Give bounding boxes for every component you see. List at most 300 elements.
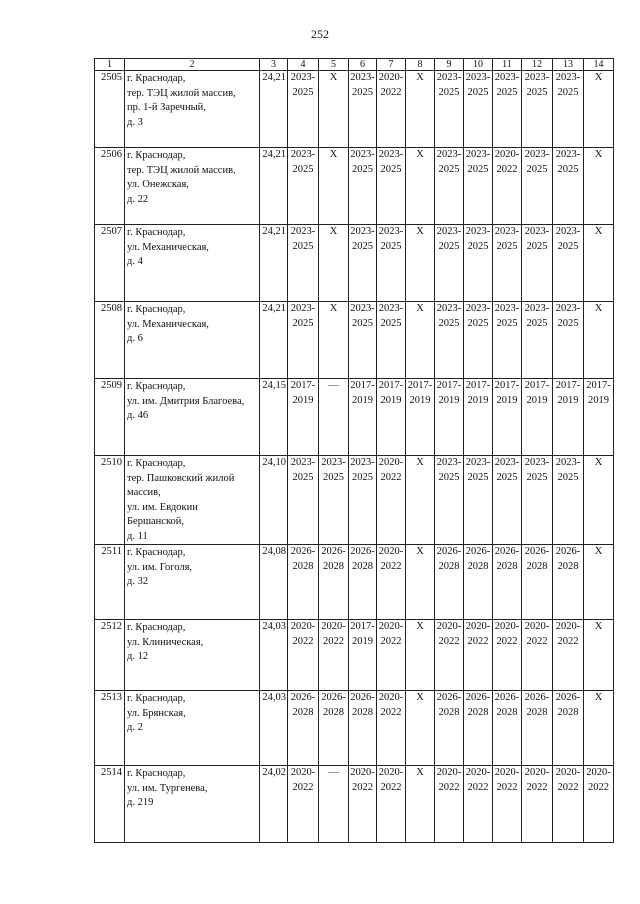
period-line: 2019 xyxy=(526,394,548,406)
period-cell xyxy=(288,379,319,456)
address-line: ул. Клиническая, xyxy=(127,636,204,648)
address-cell xyxy=(125,456,260,545)
not-applicable-mark: Х xyxy=(329,226,338,237)
table-row xyxy=(95,379,614,456)
period-cell xyxy=(288,302,319,379)
period-line: 2026- xyxy=(494,546,520,557)
period-line: 2023- xyxy=(524,226,550,237)
period-line: 2023- xyxy=(436,149,462,160)
not-applicable-mark: Х xyxy=(594,226,603,237)
not-applicable-mark: Х xyxy=(416,226,424,237)
address-line: д. 3 xyxy=(127,116,143,128)
table-body xyxy=(95,59,614,843)
period-cell xyxy=(493,456,522,545)
period-cell xyxy=(377,302,406,379)
period-cell xyxy=(377,456,406,545)
period-line: 2022 xyxy=(380,560,402,572)
row-number: 2508 xyxy=(95,302,125,379)
period-cell xyxy=(553,148,584,225)
value-cell: 24,21 xyxy=(260,71,288,148)
period-line: 2028 xyxy=(526,706,548,718)
period-line: 2019 xyxy=(380,394,402,406)
value-cell: 24,08 xyxy=(260,545,288,620)
period-cell xyxy=(349,302,377,379)
address-line: ул. Онежская, xyxy=(127,179,189,190)
register-table xyxy=(94,58,614,843)
address-line: ул. им. Дмитрия Благоева, xyxy=(127,395,245,407)
period-line: 2022 xyxy=(380,86,402,98)
period-cell xyxy=(288,456,319,545)
period-cell xyxy=(522,545,553,620)
period-cell xyxy=(464,766,493,843)
period-line: 2026- xyxy=(321,546,346,557)
period-cell xyxy=(349,766,377,843)
period-line: 2023- xyxy=(494,303,520,314)
address-cell xyxy=(125,620,260,691)
period-line: 2023- xyxy=(378,149,404,160)
address-line: г. Краснодар, xyxy=(127,73,186,84)
period-cell xyxy=(349,379,377,456)
period-cell xyxy=(349,225,377,302)
not-applicable-mark: Х xyxy=(416,767,424,778)
period-line: 2025 xyxy=(380,240,402,252)
period-line: 2022 xyxy=(380,471,402,483)
value-cell: 24,10 xyxy=(260,456,288,545)
period-line: 2023- xyxy=(321,457,346,468)
period-cell xyxy=(377,545,406,620)
row-number: 2506 xyxy=(95,148,125,225)
period-cell xyxy=(522,225,553,302)
period-line: 2017- xyxy=(586,380,611,391)
dash-mark: — xyxy=(328,767,339,778)
period-line: 2023- xyxy=(436,72,462,83)
period-line: 2022 xyxy=(438,781,460,793)
period-line: 2020- xyxy=(321,621,346,632)
address-line: Бершанской, xyxy=(127,516,185,527)
period-line: 2025 xyxy=(526,240,548,252)
period-line: 2028 xyxy=(438,560,460,572)
address-line: пр. 1-й Заречный, xyxy=(127,102,206,113)
period-line: 2025 xyxy=(467,240,489,252)
period-line: 2020- xyxy=(465,767,491,778)
period-cell xyxy=(406,225,435,302)
period-line: 2026- xyxy=(465,546,491,557)
column-header: 5 xyxy=(319,59,349,71)
period-line: 2025 xyxy=(496,471,518,483)
period-line: 2022 xyxy=(496,781,518,793)
period-line: 2028 xyxy=(352,706,373,718)
period-line: 2025 xyxy=(496,240,518,252)
period-line: 2028 xyxy=(438,706,460,718)
period-line: 2025 xyxy=(323,471,344,483)
period-cell xyxy=(288,71,319,148)
not-applicable-mark: Х xyxy=(594,621,603,632)
period-cell xyxy=(288,545,319,620)
period-line: 2017- xyxy=(494,380,520,391)
period-line: 2022 xyxy=(557,635,579,647)
period-line: 2025 xyxy=(467,317,489,329)
period-line: 2020- xyxy=(378,457,404,468)
period-line: 2025 xyxy=(438,86,460,98)
period-line: 2025 xyxy=(438,163,460,175)
period-line: 2020- xyxy=(378,546,404,557)
period-line: 2026- xyxy=(321,692,346,703)
address-cell xyxy=(125,545,260,620)
address-line: г. Краснодар, xyxy=(127,622,186,633)
period-cell xyxy=(377,148,406,225)
period-line: 2022 xyxy=(380,635,402,647)
period-line: 2023- xyxy=(350,149,375,160)
period-line: 2020- xyxy=(436,767,462,778)
period-line: 2028 xyxy=(557,706,579,718)
column-header: 13 xyxy=(553,59,584,71)
period-cell xyxy=(349,691,377,766)
period-line: 2017- xyxy=(350,621,375,632)
period-line: 2025 xyxy=(352,471,373,483)
period-line: 2025 xyxy=(352,86,373,98)
table-row xyxy=(95,620,614,691)
period-cell xyxy=(406,456,435,545)
period-line: 2022 xyxy=(323,635,344,647)
period-line: 2026- xyxy=(436,692,462,703)
period-cell xyxy=(464,379,493,456)
period-cell xyxy=(406,148,435,225)
period-cell xyxy=(553,691,584,766)
period-cell xyxy=(288,620,319,691)
period-line: 2025 xyxy=(292,471,314,483)
period-line: 2025 xyxy=(438,240,460,252)
period-line: 2019 xyxy=(438,394,460,406)
period-cell xyxy=(464,545,493,620)
value-cell: 24,21 xyxy=(260,148,288,225)
period-cell xyxy=(522,691,553,766)
period-cell xyxy=(493,379,522,456)
period-cell xyxy=(584,148,614,225)
not-applicable-mark: Х xyxy=(416,457,424,468)
address-line: тер. ТЭЦ жилой массив, xyxy=(127,87,236,99)
period-cell xyxy=(464,71,493,148)
period-line: 2023- xyxy=(436,457,462,468)
period-cell xyxy=(464,620,493,691)
period-line: 2022 xyxy=(438,635,460,647)
period-cell xyxy=(553,456,584,545)
address-cell xyxy=(125,225,260,302)
period-cell xyxy=(435,456,464,545)
not-applicable-mark: Х xyxy=(416,303,424,314)
period-line: 2017- xyxy=(436,380,462,391)
period-line: 2022 xyxy=(496,635,518,647)
period-cell xyxy=(377,379,406,456)
period-line: 2025 xyxy=(292,86,314,98)
period-line: 2023- xyxy=(350,72,375,83)
address-line: массив, xyxy=(127,487,161,498)
address-line: д. 11 xyxy=(127,530,148,542)
period-line: 2020- xyxy=(524,621,550,632)
address-line: г. Краснодар, xyxy=(127,304,186,315)
address-line: д. 22 xyxy=(127,193,149,205)
period-line: 2025 xyxy=(557,240,579,252)
period-line: 2023- xyxy=(465,72,491,83)
period-line: 2025 xyxy=(557,471,579,483)
column-header: 14 xyxy=(584,59,614,71)
period-cell xyxy=(584,71,614,148)
period-cell xyxy=(406,379,435,456)
period-cell xyxy=(584,225,614,302)
period-line: 2025 xyxy=(467,471,489,483)
period-cell xyxy=(288,148,319,225)
address-line: ул. им. Евдокии xyxy=(127,501,198,513)
period-line: 2025 xyxy=(526,163,548,175)
period-line: 2026- xyxy=(494,692,520,703)
period-line: 2020- xyxy=(378,692,404,703)
period-line: 2026- xyxy=(350,546,375,557)
row-number: 2509 xyxy=(95,379,125,456)
period-cell xyxy=(464,148,493,225)
period-cell xyxy=(377,225,406,302)
period-line: 2028 xyxy=(292,706,314,718)
period-line: 2022 xyxy=(380,706,402,718)
not-applicable-mark: Х xyxy=(594,72,603,83)
period-line: 2020- xyxy=(290,621,316,632)
period-line: 2020- xyxy=(555,621,581,632)
period-cell xyxy=(464,691,493,766)
address-line: д. 4 xyxy=(127,256,143,267)
period-cell xyxy=(319,71,349,148)
period-line: 2022 xyxy=(352,781,373,793)
period-line: 2025 xyxy=(380,163,402,175)
period-cell xyxy=(522,456,553,545)
period-line: 2020- xyxy=(290,767,316,778)
period-line: 2025 xyxy=(496,317,518,329)
period-cell xyxy=(319,545,349,620)
period-line: 2022 xyxy=(380,781,402,793)
period-line: 2020- xyxy=(436,621,462,632)
period-cell xyxy=(493,225,522,302)
period-line: 2020- xyxy=(555,767,581,778)
period-cell xyxy=(584,691,614,766)
period-line: 2023- xyxy=(290,226,316,237)
address-line: ул. им. Тургенева, xyxy=(127,782,208,794)
period-line: 2023- xyxy=(290,303,316,314)
table-row xyxy=(95,691,614,766)
address-line: г. Краснодар, xyxy=(127,768,186,779)
period-line: 2025 xyxy=(352,163,373,175)
period-cell xyxy=(493,620,522,691)
period-cell xyxy=(435,71,464,148)
period-cell xyxy=(435,545,464,620)
not-applicable-mark: Х xyxy=(594,546,603,557)
period-line: 2020- xyxy=(494,621,520,632)
page-number: 252 xyxy=(311,27,329,41)
address-line: г. Краснодар, xyxy=(127,227,186,238)
address-cell xyxy=(125,691,260,766)
period-line: 2020- xyxy=(524,767,550,778)
table-row xyxy=(95,766,614,843)
period-line: 2025 xyxy=(526,471,548,483)
period-cell xyxy=(553,545,584,620)
not-applicable-mark: Х xyxy=(329,303,338,314)
address-line: д. 46 xyxy=(127,410,149,421)
period-cell xyxy=(406,691,435,766)
period-cell xyxy=(406,302,435,379)
table-row xyxy=(95,456,614,545)
row-number: 2511 xyxy=(95,545,125,620)
period-cell xyxy=(406,71,435,148)
period-line: 2023- xyxy=(524,303,550,314)
table-row xyxy=(95,225,614,302)
period-cell xyxy=(435,302,464,379)
period-line: 2019 xyxy=(496,394,518,406)
period-line: 2020- xyxy=(494,149,520,160)
period-cell xyxy=(522,71,553,148)
period-line: 2023- xyxy=(555,303,581,314)
column-header: 12 xyxy=(522,59,553,71)
value-cell: 24,21 xyxy=(260,302,288,379)
period-line: 2026- xyxy=(290,692,316,703)
period-line: 2022 xyxy=(526,781,548,793)
column-header: 2 xyxy=(125,59,260,71)
period-cell xyxy=(406,545,435,620)
not-applicable-mark: Х xyxy=(416,546,424,557)
row-number: 2510 xyxy=(95,456,125,545)
period-cell xyxy=(553,302,584,379)
period-cell xyxy=(349,148,377,225)
period-cell xyxy=(435,148,464,225)
period-line: 2019 xyxy=(292,394,314,406)
period-line: 2025 xyxy=(557,317,579,329)
period-cell xyxy=(377,71,406,148)
period-line: 2023- xyxy=(555,457,581,468)
column-header: 1 xyxy=(95,59,125,71)
not-applicable-mark: Х xyxy=(594,303,603,314)
address-line: д. 12 xyxy=(127,651,149,662)
period-cell xyxy=(584,545,614,620)
period-cell xyxy=(584,456,614,545)
period-cell xyxy=(522,620,553,691)
period-cell xyxy=(377,620,406,691)
period-line: 2028 xyxy=(467,706,489,718)
table-row xyxy=(95,545,614,620)
period-line: 2017- xyxy=(555,380,581,391)
period-line: 2020- xyxy=(465,621,491,632)
period-line: 2022 xyxy=(292,781,314,793)
table-row xyxy=(95,71,614,148)
period-line: 2023- xyxy=(436,226,462,237)
not-applicable-mark: Х xyxy=(329,149,338,160)
period-cell xyxy=(493,691,522,766)
period-line: 2025 xyxy=(557,86,579,98)
period-line: 2028 xyxy=(496,560,518,572)
column-header: 11 xyxy=(493,59,522,71)
period-line: 2019 xyxy=(409,394,431,406)
not-applicable-mark: Х xyxy=(416,621,424,632)
period-line: 2028 xyxy=(323,706,344,718)
period-line: 2023- xyxy=(524,149,550,160)
period-line: 2026- xyxy=(524,546,550,557)
period-line: 2019 xyxy=(588,394,609,406)
period-line: 2023- xyxy=(524,457,550,468)
period-line: 2023- xyxy=(524,72,550,83)
period-line: 2026- xyxy=(465,692,491,703)
period-line: 2023- xyxy=(378,226,404,237)
period-line: 2017- xyxy=(524,380,550,391)
period-line: 2022 xyxy=(292,635,314,647)
address-line: г. Краснодар, xyxy=(127,693,186,704)
period-line: 2025 xyxy=(526,86,548,98)
not-applicable-mark: Х xyxy=(416,149,424,160)
period-cell xyxy=(553,766,584,843)
not-applicable-mark: Х xyxy=(416,692,424,703)
period-cell xyxy=(288,766,319,843)
period-line: 2028 xyxy=(292,560,314,572)
period-line: 2022 xyxy=(467,635,489,647)
row-number: 2513 xyxy=(95,691,125,766)
period-line: 2023- xyxy=(465,303,491,314)
period-line: 2023- xyxy=(494,226,520,237)
period-cell xyxy=(493,766,522,843)
period-cell xyxy=(464,302,493,379)
period-line: 2023- xyxy=(350,457,375,468)
not-applicable-mark: Х xyxy=(329,72,338,83)
address-cell xyxy=(125,766,260,843)
period-cell xyxy=(522,148,553,225)
period-cell xyxy=(349,456,377,545)
address-cell xyxy=(125,379,260,456)
period-cell xyxy=(584,620,614,691)
not-applicable-mark: Х xyxy=(594,457,603,468)
period-cell xyxy=(319,691,349,766)
period-cell xyxy=(553,71,584,148)
period-line: 2028 xyxy=(467,560,489,572)
period-line: 2023- xyxy=(350,303,375,314)
period-cell xyxy=(319,225,349,302)
period-line: 2017- xyxy=(350,380,375,391)
period-line: 2025 xyxy=(438,317,460,329)
address-line: тер. Пашковский жилой xyxy=(127,472,235,484)
period-line: 2025 xyxy=(292,163,314,175)
period-line: 2023- xyxy=(290,72,316,83)
column-header: 8 xyxy=(406,59,435,71)
period-cell xyxy=(349,71,377,148)
period-line: 2028 xyxy=(557,560,579,572)
not-applicable-mark: Х xyxy=(416,72,424,83)
period-line: 2023- xyxy=(555,226,581,237)
period-line: 2025 xyxy=(438,471,460,483)
period-cell xyxy=(319,620,349,691)
period-line: 2025 xyxy=(292,240,314,252)
period-line: 2023- xyxy=(555,149,581,160)
dash-mark: — xyxy=(328,380,339,391)
period-cell xyxy=(435,225,464,302)
period-line: 2023- xyxy=(465,149,491,160)
period-line: 2025 xyxy=(467,86,489,98)
period-line: 2020- xyxy=(350,767,375,778)
period-cell xyxy=(584,766,614,843)
period-line: 2025 xyxy=(352,317,373,329)
not-applicable-mark: Х xyxy=(594,692,603,703)
address-line: ул. Механическая, xyxy=(127,241,209,253)
period-line: 2019 xyxy=(557,394,579,406)
column-number-row xyxy=(95,59,614,71)
period-cell xyxy=(584,302,614,379)
value-cell: 24,03 xyxy=(260,691,288,766)
period-line: 2025 xyxy=(496,86,518,98)
period-line: 2026- xyxy=(290,546,316,557)
period-line: 2019 xyxy=(467,394,489,406)
table-row xyxy=(95,302,614,379)
period-line: 2020- xyxy=(586,767,611,778)
period-cell xyxy=(553,379,584,456)
